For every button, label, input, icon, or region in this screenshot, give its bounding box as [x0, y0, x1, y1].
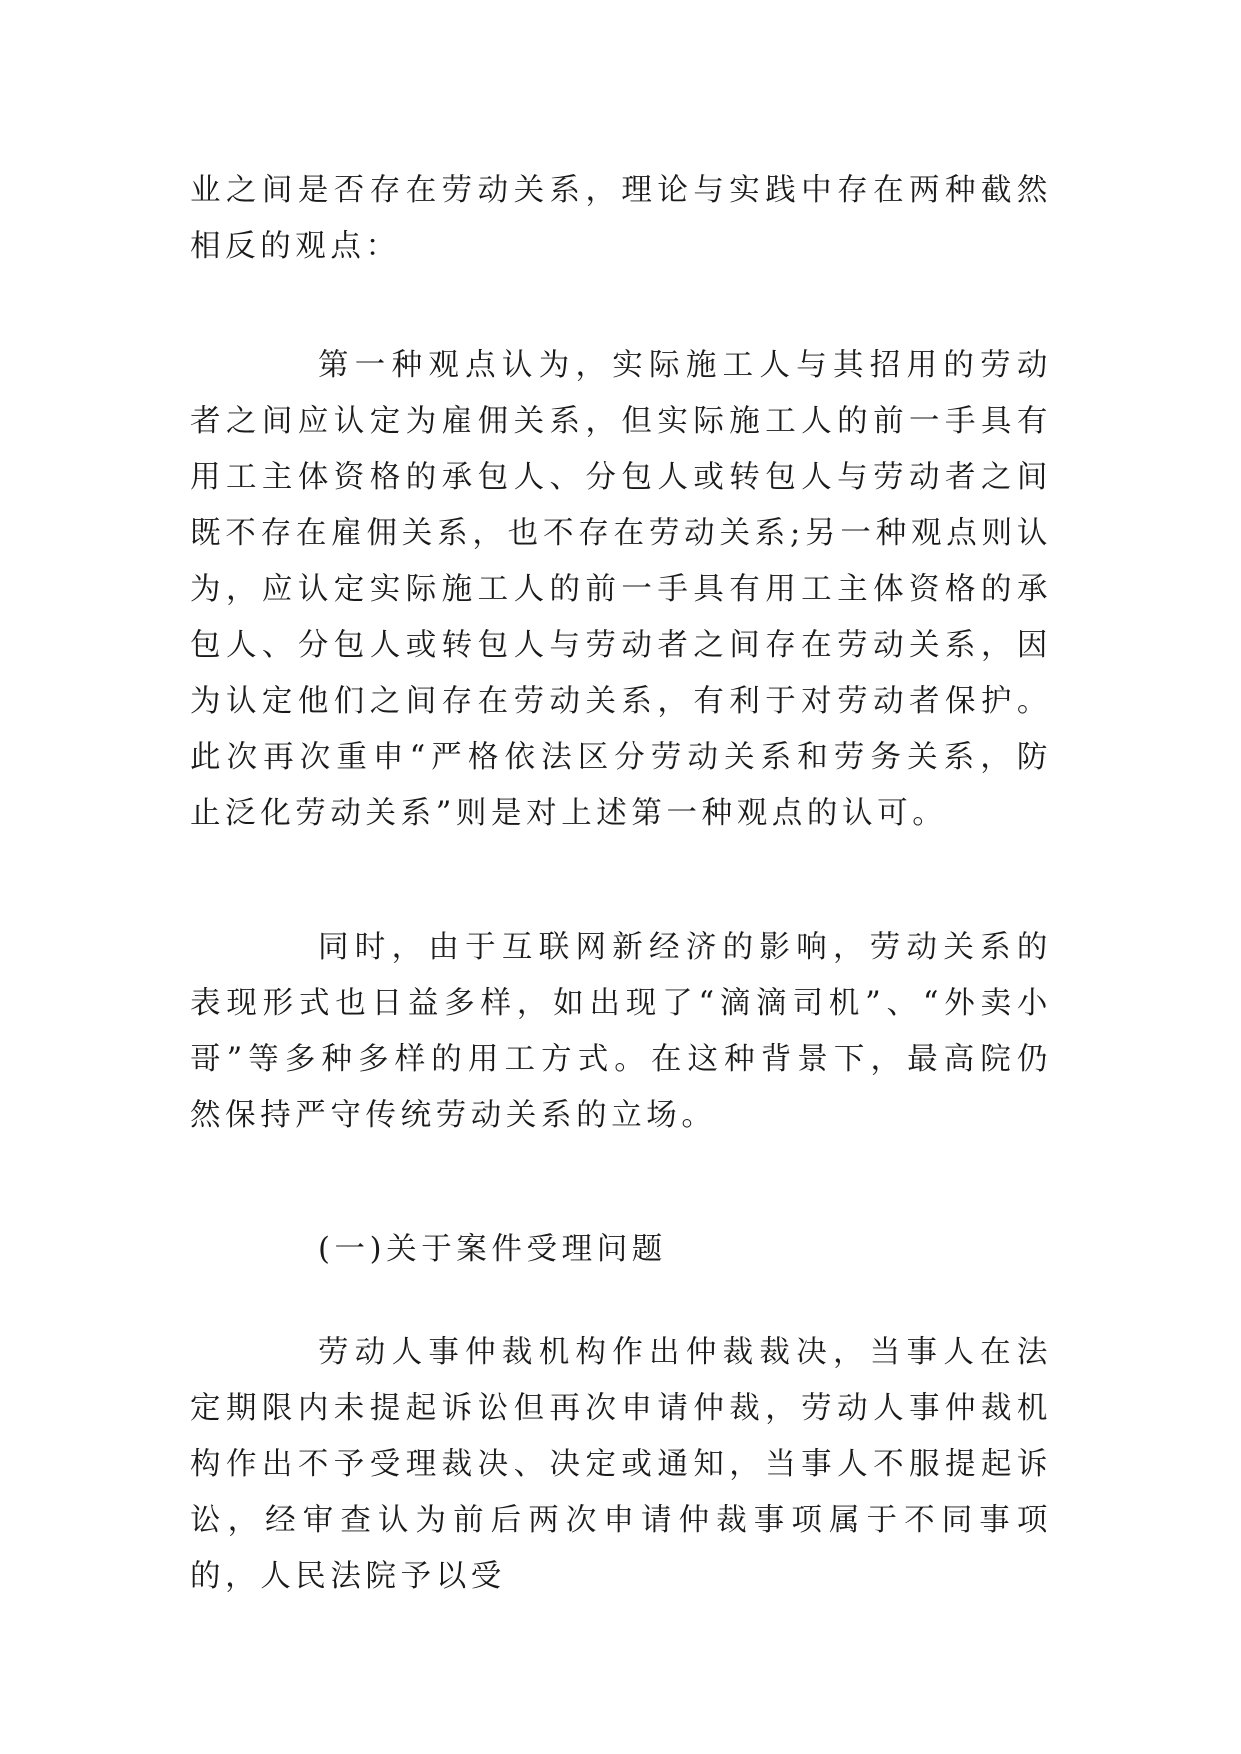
- paragraph-viewpoints: 第一种观点认为，实际施工人与其招用的劳动者之间应认定为雇佣关系，但实际施工人的前一手具有用工主体资格的承包人、分包人或转包人与劳动者之间既不存在雇佣关系，也不存在劳动关系;另一种观点则认为，应认定实际施工人的前一手具有用工主体资格的承包人、分包人或转包人与劳动者之间存在劳动关系，因为认定他们之间存在劳动关系，有利于对劳动者保护。此次再次重申“严格依法区分劳动关系和劳务关系，防止泛化劳动关系”则是对上述第一种观点的认可。: [190, 348, 1052, 831]
- paragraph-continuation: 业之间是否存在劳动关系，理论与实践中存在两种截然相反的观点：: [190, 173, 1052, 264]
- paragraph-case-acceptance: 劳动人事仲裁机构作出仲裁裁决，当事人在法定期限内未提起诉讼但再次申请仲裁，劳动人事仲裁机构作出不予受理裁决、决定或通知，当事人不服提起诉讼，经审查认为前后两次申请仲裁事项属于不同事项的，人民法院予以受: [190, 1335, 1052, 1594]
- paragraph-internet-economy: 同时，由于互联网新经济的影响，劳动关系的表现形式也日益多样，如出现了“滴滴司机”、“外卖小哥”等多种多样的用工方式。在这种背景下，最高院仍然保持严守传统劳动关系的立场。: [190, 930, 1052, 1133]
- section-heading: (一)关于案件受理问题: [318, 1232, 667, 1267]
